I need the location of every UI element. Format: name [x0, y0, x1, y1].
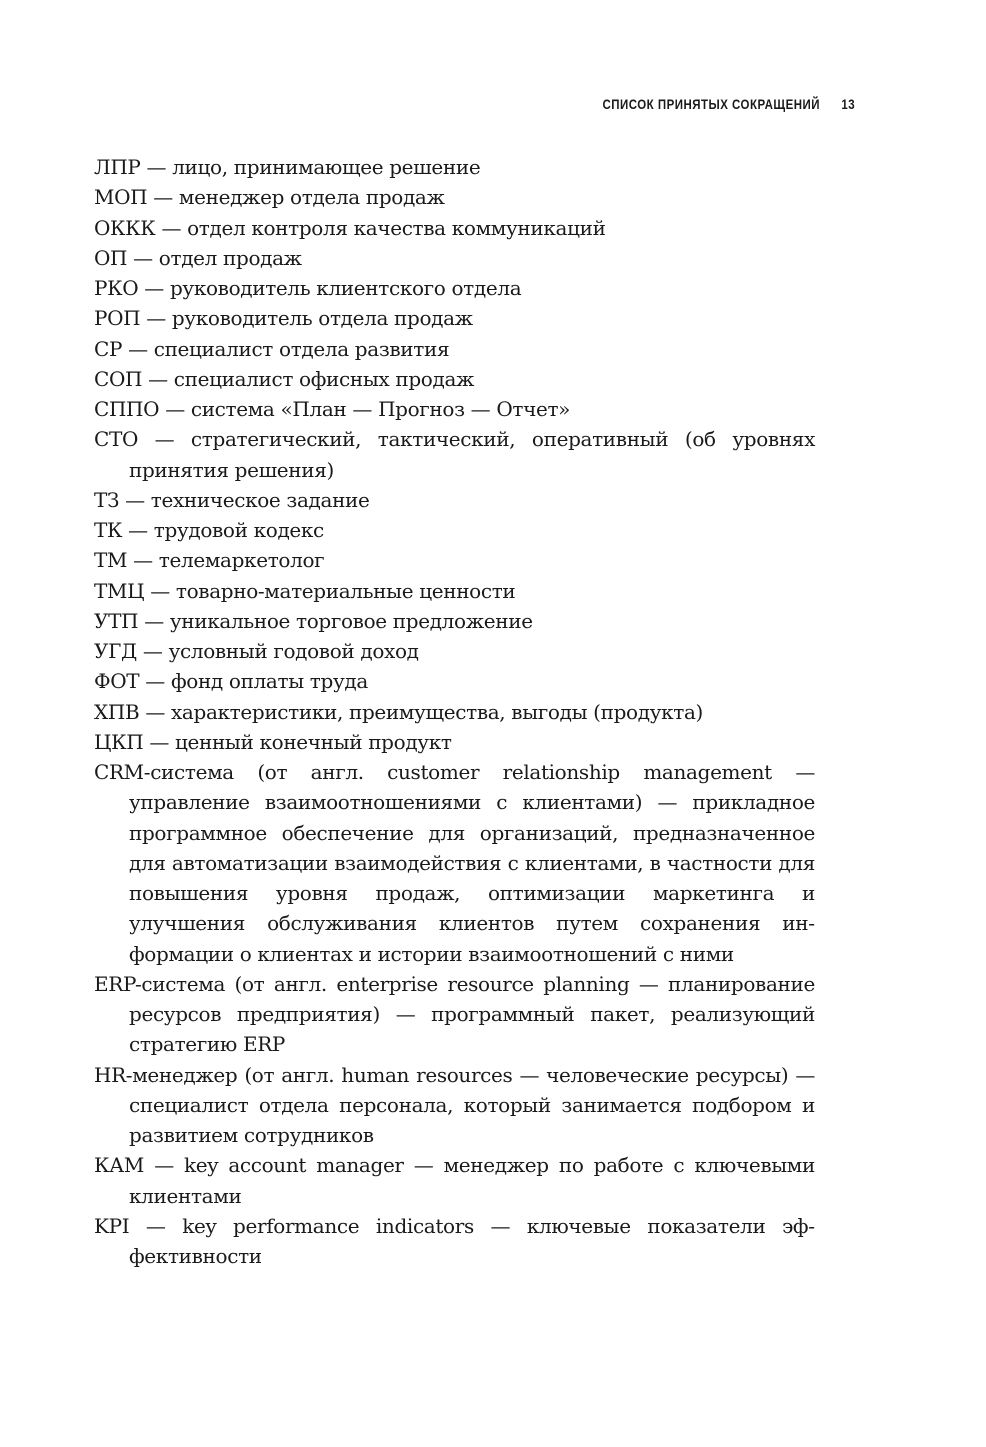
abbreviation-entry-crm: CRM-система (от англ. customer relationship management — управление взаимоотношениями с клиентами) — прикладное программное обеспечение для организаций, предназначенное для автоматизации взаимодействия с клиентами, в частности для повышения уровня продаж, оптимизации маркетинга и улучшения обслуживания клиентов путем сохранения информации о клиентах и истории взаимоотношений с ними	[94, 760, 815, 966]
abbreviation-entry-hpv: ХПВ — характеристики, преимущества, выгоды (продукта)	[94, 699, 703, 724]
abbreviation-entry-utp: УТП — уникальное торговое предложение	[94, 608, 533, 633]
abbreviation-entry-sto: СТО — стратегический, тактический, оперативный (об уровнях принятия решения)	[94, 427, 815, 482]
abbreviation-entry-lpr: ЛПР — лицо, принимающее решение	[94, 155, 481, 179]
abbreviation-entry-sr: СР — специалист отдела развития	[94, 336, 450, 361]
abbreviation-entry-rop: РОП — руководитель отдела продаж	[94, 306, 473, 331]
abbreviation-entry-kam: КАМ — key account manager — менеджер по работе с ключевыми клиентами	[94, 1153, 815, 1208]
abbreviation-entry-op: ОП — отдел продаж	[94, 245, 302, 270]
abbreviation-entry-sop: СОП — специалист офисных продаж	[94, 366, 475, 391]
abbreviation-entry-erp: ERP-система (от англ. enterprise resource planning — планирование ресурсов предприятия) — программный пакет, реализующий стратегию ERP	[94, 971, 815, 1057]
abbreviation-list	[94, 152, 815, 1271]
abbreviation-entry-mop: МОП — менеджер отдела продаж	[94, 185, 445, 210]
abbreviation-entry-sppo: СППО — система «План — Прогноз — Отчет»	[94, 397, 571, 421]
abbreviation-entry-fot: ФОТ — фонд оплаты труда	[94, 669, 368, 694]
abbreviation-entry-tz: ТЗ — техническое задание	[94, 487, 370, 512]
header-title: СПИСОК ПРИНЯТЫХ СОКРАЩЕНИЙ	[602, 96, 820, 112]
abbreviation-entry-ckp: ЦКП — ценный конечный продукт	[94, 729, 452, 754]
abbreviation-entry-okkk: ОККК — отдел контроля качества коммуникаций	[94, 215, 606, 240]
abbreviation-entry-rko: РКО — руководитель клиентского отдела	[94, 276, 522, 300]
abbreviation-entry-tk: ТК — трудовой кодекс	[94, 518, 324, 542]
page-number: 13	[841, 96, 855, 112]
running-header	[602, 96, 855, 112]
abbreviation-entry-tmc: ТМЦ — товарно-материальные ценности	[94, 578, 516, 603]
abbreviation-entry-hr: HR-менеджер (от англ. human resources — человеческие ресурсы) — специалист отдела персонала, который занимается подбором и развитием сотрудников	[94, 1062, 815, 1147]
abbreviation-entry-kpi: KPI — key performance indicators — ключевые показатели эффективности	[94, 1213, 815, 1268]
abbreviation-entry-tm: ТМ — телемаркетолог	[94, 548, 325, 573]
abbreviation-entry-ugd: УГД — условный годовой доход	[94, 639, 419, 663]
